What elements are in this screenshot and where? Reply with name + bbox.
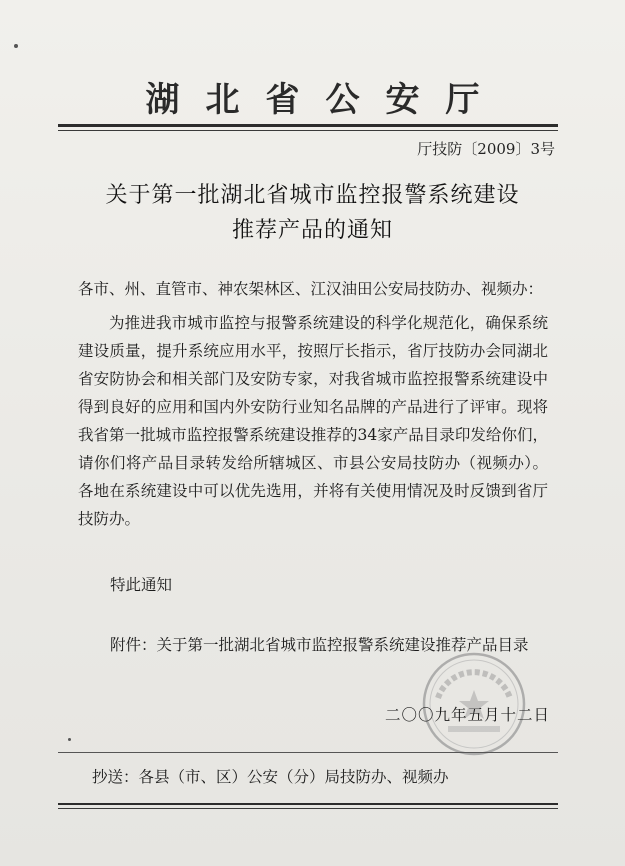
header-rule-thick [58, 124, 558, 127]
title-line-2: 推荐产品的通知 [231, 218, 393, 243]
header-rule-thin [58, 130, 558, 131]
footer-rule-top [58, 752, 558, 753]
closing-line: 特此通知 [110, 576, 173, 594]
footer-rule-bottom-2 [58, 808, 558, 809]
org-name: 湖北省公安厅 [145, 80, 506, 120]
body-paragraph: 为推进我市城市监控与报警系统建设的科学化规范化，确保系统建设质量，提升系统应用水平，按照厅长指示，省厅技防办会同湖北省安防协会和相关部门及安防专家，对我省城市监控报警系统建设中得到良好的应用和国内外安防行业知名品牌的产品进行了评审。现将我省第一批城市监控报警系统建设推荐的34家产品目录印发给你们，请你们将产品目录转发给所辖城区、市县公安局技防办（视频办）。各地在系统建设中可以优先选用，并将有关使用情况及时反馈到省厅技防办。 [78, 314, 548, 528]
punch-mark [68, 738, 71, 741]
title-line-1: 关于第一批湖北省城市监控报警系统建设 [105, 183, 520, 208]
attachment-line: 附件：关于第一批湖北省城市监控报警系统建设推荐产品目录 [110, 636, 529, 654]
punch-mark [14, 44, 18, 48]
cc-line: 抄送：各县（市、区）公安（分）局技防办、视频办 [92, 768, 449, 786]
issue-date: 二〇〇九年五月十二日 [385, 706, 551, 724]
salutation: 各市、州、直管市、神农架林区、江汉油田公安局技防办、视频办： [78, 280, 544, 298]
footer-rule-bottom-1 [58, 803, 558, 805]
document-number: 厅技防〔2009〕3号 [417, 140, 555, 158]
